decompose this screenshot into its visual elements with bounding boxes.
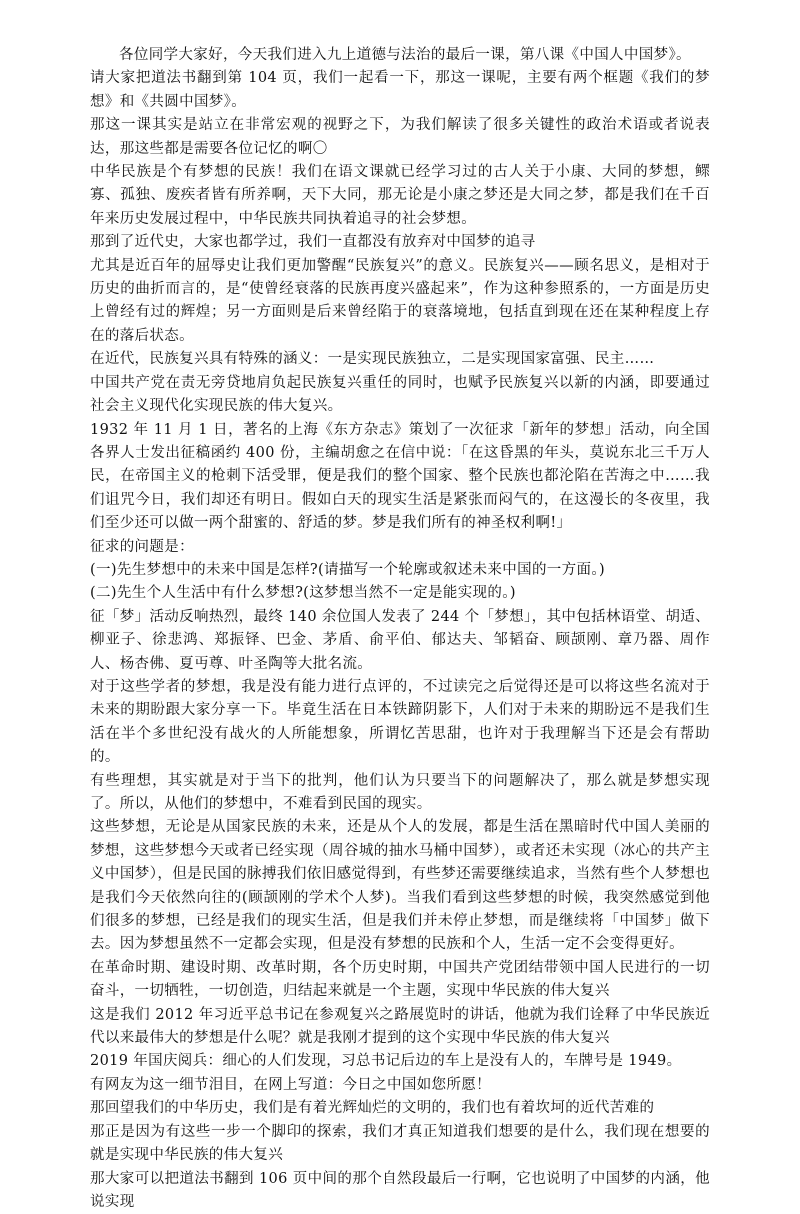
paragraph: 中国共产党在责无旁贷地肩负起民族复兴重任的同时，也赋予民族复兴以新的内涵，即要通过社会主义现代化实现民族的伟大复兴。 <box>90 372 710 419</box>
paragraph: 中华民族是个有梦想的民族！我们在语文课就已经学习过的古人关于小康、大同的梦想，鳏寡、孤独、废疾者皆有所养啊，天下大同，那无论是小康之梦还是大同之梦，都是我们在千百年来历史发展过程中，中华民族共同执着追寻的社会梦想。 <box>90 161 710 231</box>
paragraph: 1932 年 11 月 1 日，著名的上海《东方杂志》策划了一次征求「新年的梦想」活动，向全国各界人士发出征稿函约 400 份，主编胡愈之在信中说：「在这昏黑的年头，莫说东北三千万人民，在帝国主义的枪刺下活受罪，便是我们的整个国家、整个民族也都沦陷在苦海之中……我们诅咒今日，我们却还有明日。假如白天的现实生活是紧张而闷气的，在这漫长的冬夜里，我们至少还可以做一两个甜蜜的、舒适的梦。梦是我们所有的神圣权利啊!」 <box>90 419 710 536</box>
paragraph: 征求的问题是： <box>90 536 710 559</box>
paragraph: 各位同学大家好，今天我们进入九上道德与法治的最后一课，第八课《中国人中国梦》。 <box>90 44 710 67</box>
paragraph: 那回望我们的中华历史，我们是有着光辉灿烂的文明的，我们也有着坎坷的近代苦难的 <box>90 1097 710 1120</box>
paragraph: (一)先生梦想中的未来中国是怎样?(请描写一个轮廓或叙述未来中国的一方面。) <box>90 559 710 582</box>
paragraph: 尤其是近百年的屈辱史让我们更加警醒“民族复兴”的意义。民族复兴——顾名思义，是相对于历史的曲折而言的，是“使曾经衰落的民族再度兴盛起来”，作为这种参照系的，一方面是历史上曾经有过的辉煌；另一方面则是后来曾经陷于的衰落境地，包括直到现在还在某种程度上存在的落后状态。 <box>90 255 710 349</box>
paragraph: 那正是因为有这些一步一个脚印的探索，我们才真正知道我们想要的是什么，我们现在想要的就是实现中华民族的伟大复兴 <box>90 1121 710 1168</box>
paragraph: 这是我们 2012 年习近平总书记在参观复兴之路展览时的讲话，他就为我们诠释了中华民族近代以来最伟大的梦想是什么呢？就是我刚才提到的这个实现中华民族的伟大复兴 <box>90 1004 710 1051</box>
paragraph: 那这一课其实是站立在非常宏观的视野之下，为我们解读了很多关键性的政治术语或者说表达，那这些都是需要各位记忆的啊〇 <box>90 114 710 161</box>
paragraph: 在近代，民族复兴具有特殊的涵义：一是实现民族独立，二是实现国家富强、民主…… <box>90 348 710 371</box>
paragraph: 这些梦想，无论是从国家民族的未来，还是从个人的发展，都是生活在黑暗时代中国人美丽的梦想，这些梦想今天或者已经实现（周谷城的抽水马桶中国梦），或者还未实现（冰心的共产主义中国梦），但是民国的脉搏我们依旧感觉得到，有些梦还需要继续追求，当然有些个人梦想也是我们今天依然向往的(顾颉刚的学术个人梦)。当我们看到这些梦想的时候，我突然感觉到他们很多的梦想，已经是我们的现实生活，但是我们并未停止梦想，而是继续将「中国梦」做下去。因为梦想虽然不一定都会实现，但是没有梦想的民族和个人，生活一定不会变得更好。 <box>90 816 710 956</box>
paragraph: (二)先生个人生活中有什么梦想?(这梦想当然不一定是能实现的。) <box>90 582 710 605</box>
paragraph: 征「梦」活动反响热烈，最终 140 余位国人发表了 244 个「梦想」，其中包括林语堂、胡适、柳亚子、徐悲鸿、郑振铎、巴金、茅盾、俞平伯、郁达夫、邹韬奋、顾颉刚、章乃器、周作人、杨杏佛、夏丏尊、叶圣陶等大批名流。 <box>90 606 710 676</box>
paragraph: 对于这些学者的梦想，我是没有能力进行点评的，不过读完之后觉得还是可以将这些名流对于未来的期盼跟大家分享一下。毕竟生活在日本铁蹄阴影下，人们对于未来的期盼远不是我们生活在半个多世纪没有战火的人所能想象，所谓忆苦思甜，也许对于我理解当下还是会有帮助的。 <box>90 676 710 770</box>
paragraph: 那到了近代史，大家也都学过，我们一直都没有放弃对中国梦的追寻 <box>90 231 710 254</box>
paragraph: 请大家把道法书翻到第 104 页，我们一起看一下，那这一课呢，主要有两个框题《我们的梦想》和《共圆中国梦》。 <box>90 67 710 114</box>
paragraph: 2019 年国庆阅兵：细心的人们发现，习总书记后边的车上是没有人的，车牌号是 1949。 <box>90 1050 710 1073</box>
paragraph: 有网友为这一细节泪目，在网上写道：今日之中国如您所愿！ <box>90 1074 710 1097</box>
paragraph: 有些理想，其实就是对于当下的批判，他们认为只要当下的问题解决了，那么就是梦想实现了。所以，从他们的梦想中，不难看到民国的现实。 <box>90 770 710 817</box>
paragraph: 在革命时期、建设时期、改革时期，各个历史时期，中国共产党团结带领中国人民进行的一切奋斗，一切牺牲，一切创造，归结起来就是一个主题，实现中华民族的伟大复兴 <box>90 957 710 1004</box>
paragraph: 那大家可以把道法书翻到 106 页中间的那个自然段最后一行啊，它也说明了中国梦的内涵，他说实现 <box>90 1168 710 1214</box>
